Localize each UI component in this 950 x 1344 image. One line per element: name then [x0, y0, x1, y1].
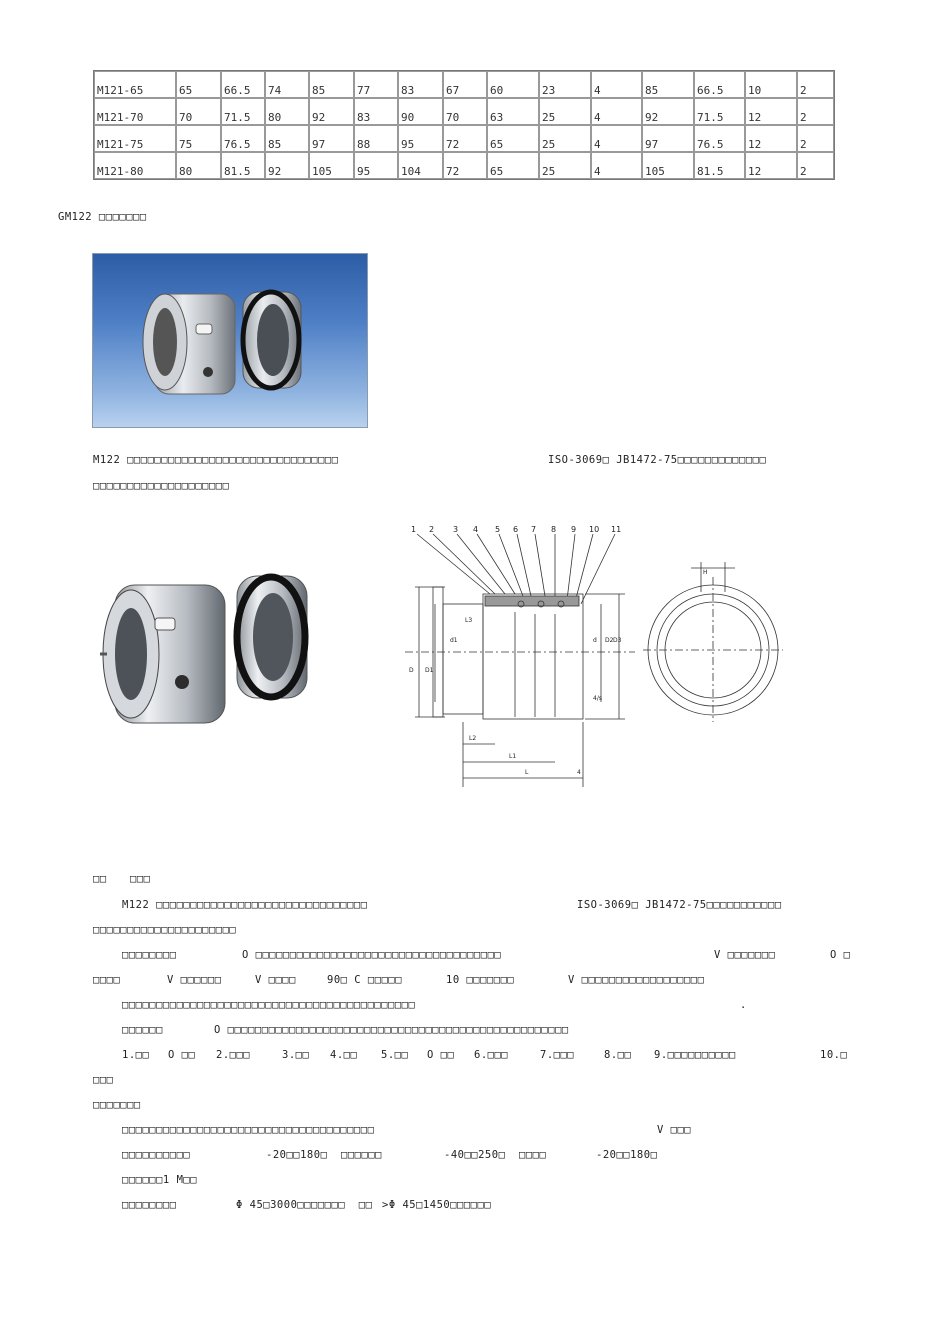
table-cell: 2	[797, 71, 834, 98]
table-row	[94, 152, 834, 179]
table-cell: 80	[176, 152, 221, 179]
table-cell: 72	[443, 152, 487, 179]
part-8: 8.□□	[604, 1049, 632, 1061]
intro-line1-left: M122 □□□□□□□□□□□□□□□□□□□□□□□□□□□□□□□	[93, 454, 339, 466]
product-photo-blue	[92, 253, 368, 428]
dimension-label: D3	[613, 637, 622, 644]
p3: □□□□□□□□□□□□□□□□□□□□□□□□□□□□□□□□□□□□□□□□□□□	[122, 999, 416, 1011]
pressure: □□□□□□1 M□□	[122, 1174, 198, 1186]
dimension-label: d	[593, 637, 597, 644]
p4-b: O □□□□□□□□□□□□□□□□□□□□□□□□□□□□□□□□□□□□□□□□□□□□□□□□□□	[214, 1024, 569, 1036]
table-cell: 81.5	[221, 152, 265, 179]
part-number-label: 10	[589, 525, 600, 534]
part-number-label: 8	[551, 525, 557, 534]
table-cell: 23	[539, 71, 591, 98]
p1-left: M122 □□□□□□□□□□□□□□□□□□□□□□□□□□□□□□□	[122, 899, 368, 911]
heading-a: □□	[93, 873, 107, 885]
table-cell: 75	[176, 125, 221, 152]
heading2: □□□□□□□	[93, 1099, 141, 1111]
p2-l2-d: 90□ C □□□□□	[327, 974, 403, 986]
part-number-label: 4	[473, 525, 479, 534]
table-cell: 71.5	[221, 98, 265, 125]
speed-a: □□□□□□□□	[122, 1199, 177, 1211]
part-o2: O □□	[427, 1049, 455, 1061]
table-cell: M121-80	[94, 152, 176, 179]
p2-a: □□□□□□□□	[122, 949, 177, 961]
table-row	[94, 71, 834, 98]
intro-line1-right: ISO-3069□ JB1472-75□□□□□□□□□□□□□	[548, 454, 767, 466]
part-4: 4.□□	[330, 1049, 358, 1061]
table-cell: 76.5	[221, 125, 265, 152]
product-photo-white	[95, 570, 320, 730]
dimension-label: L2	[469, 735, 477, 742]
table-cell: 92	[642, 98, 694, 125]
table-cell: 65	[487, 125, 539, 152]
dimension-label: L	[525, 769, 529, 776]
part-7: 7.□□□	[540, 1049, 575, 1061]
part-number-label: 1	[411, 525, 417, 534]
table-cell: 72	[443, 125, 487, 152]
table-cell: 63	[487, 98, 539, 125]
p2-l2-c: V □□□□	[255, 974, 296, 986]
table-cell: 25	[539, 125, 591, 152]
table-cell: 67	[443, 71, 487, 98]
table-cell: 83	[354, 98, 398, 125]
p5-right: V □□□	[657, 1124, 692, 1136]
table-cell: 66.5	[694, 71, 745, 98]
technical-drawing	[405, 522, 845, 792]
table-cell: 65	[487, 152, 539, 179]
table-cell: 4	[591, 152, 642, 179]
table-cell: M121-65	[94, 71, 176, 98]
p2-c: V □□□□□□□	[714, 949, 776, 961]
speed-c: >Φ 45□1450□□□□□□	[382, 1199, 492, 1211]
p2-l2-b: V □□□□□□	[167, 974, 222, 986]
table-cell: 65	[176, 71, 221, 98]
p2-l2-e: 10 □□□□□□□	[446, 974, 515, 986]
table-cell: 71.5	[694, 98, 745, 125]
speed-b: Φ 45□3000□□□□□□□ □□	[236, 1199, 373, 1211]
part-labels	[411, 525, 621, 534]
part-number-label: 7	[531, 525, 537, 534]
section-title: GM122 □□□□□□□	[58, 211, 147, 223]
dimension-label: D	[409, 667, 414, 674]
p3-dot: .	[740, 999, 747, 1011]
dimension-label: H	[703, 569, 708, 576]
part-o1: O □□	[168, 1049, 196, 1061]
table-cell: 88	[354, 125, 398, 152]
temp-b: -20□□180□ □□□□□□	[266, 1149, 382, 1161]
table-cell: 25	[539, 152, 591, 179]
table-cell: 25	[539, 98, 591, 125]
table-cell: 105	[642, 152, 694, 179]
table-row	[94, 125, 834, 152]
part-number-label: 2	[429, 525, 435, 534]
dimension-label: L3	[465, 617, 473, 624]
seal-image	[93, 254, 367, 427]
table-cell: 12	[745, 152, 797, 179]
spec-table	[93, 70, 835, 180]
part-1: 1.□□	[122, 1049, 150, 1061]
table-cell: 97	[642, 125, 694, 152]
intro-line2: □□□□□□□□□□□□□□□□□□□□	[93, 480, 230, 492]
table-cell: M121-70	[94, 98, 176, 125]
table-cell: 74	[265, 71, 309, 98]
part-number-label: 9	[571, 525, 577, 534]
p1-line2: □□□□□□□□□□□□□□□□□□□□□	[93, 924, 237, 936]
table-cell: 2	[797, 125, 834, 152]
part-number-label: 5	[495, 525, 501, 534]
heading-b: □□□	[130, 873, 151, 885]
part-10: 10.□	[820, 1049, 848, 1061]
dimension-label: 4/s	[593, 695, 602, 702]
table-row	[94, 98, 834, 125]
table-cell: 12	[745, 125, 797, 152]
table-cell: 10	[745, 71, 797, 98]
table-cell: 4	[591, 125, 642, 152]
table-cell: 95	[398, 125, 443, 152]
p2-b: O □□□□□□□□□□□□□□□□□□□□□□□□□□□□□□□□□□□□	[242, 949, 502, 961]
table-cell: 85	[265, 125, 309, 152]
p2-l2-a: □□□□	[93, 974, 121, 986]
dimension-label: d1	[450, 637, 458, 644]
seal-image-2	[95, 570, 320, 730]
temp-d: -20□□180□	[596, 1149, 658, 1161]
table-cell: 2	[797, 98, 834, 125]
table-cell: 85	[309, 71, 354, 98]
table-cell: 81.5	[694, 152, 745, 179]
part-5: 5.□□	[381, 1049, 409, 1061]
table-cell: 4	[591, 98, 642, 125]
dimension-label: D1	[425, 667, 434, 674]
table-cell: 85	[642, 71, 694, 98]
table-cell: 60	[487, 71, 539, 98]
part-number-label: 6	[513, 525, 519, 534]
part-9: 9.□□□□□□□□□□	[654, 1049, 736, 1061]
part-number-label: 11	[611, 525, 622, 534]
p5: □□□□□□□□□□□□□□□□□□□□□□□□□□□□□□□□□□□□□	[122, 1124, 375, 1136]
p4-a: □□□□□□	[122, 1024, 163, 1036]
table-cell: 92	[265, 152, 309, 179]
p1-right: ISO-3069□ JB1472-75□□□□□□□□□□□	[577, 899, 782, 911]
table-cell: 12	[745, 98, 797, 125]
part-2: 2.□□□	[216, 1049, 251, 1061]
table-cell: 66.5	[221, 71, 265, 98]
table-cell: 2	[797, 152, 834, 179]
table-cell: 76.5	[694, 125, 745, 152]
table-cell: M121-75	[94, 125, 176, 152]
p2-d: O □	[830, 949, 851, 961]
part-6: 6.□□□	[474, 1049, 509, 1061]
table-cell: 92	[309, 98, 354, 125]
table-cell: 104	[398, 152, 443, 179]
part-number-label: 3	[453, 525, 459, 534]
parts-line2: □□□	[93, 1074, 114, 1086]
table-cell: 97	[309, 125, 354, 152]
dimension-label: D2	[605, 637, 614, 644]
dimension-label: 4	[577, 769, 581, 776]
temp-a: □□□□□□□□□□	[122, 1149, 191, 1161]
table-cell: 70	[176, 98, 221, 125]
table-cell: 77	[354, 71, 398, 98]
p2-l2-f: V □□□□□□□□□□□□□□□□□□	[568, 974, 705, 986]
table-cell: 80	[265, 98, 309, 125]
table-cell: 4	[591, 71, 642, 98]
table-cell: 83	[398, 71, 443, 98]
dimension-label: L1	[509, 753, 517, 760]
table-cell: 70	[443, 98, 487, 125]
table-cell: 90	[398, 98, 443, 125]
part-3: 3.□□	[282, 1049, 310, 1061]
table-cell: 95	[354, 152, 398, 179]
table-cell: 105	[309, 152, 354, 179]
temp-c: -40□□250□ □□□□	[444, 1149, 547, 1161]
drawing-svg	[405, 522, 845, 792]
